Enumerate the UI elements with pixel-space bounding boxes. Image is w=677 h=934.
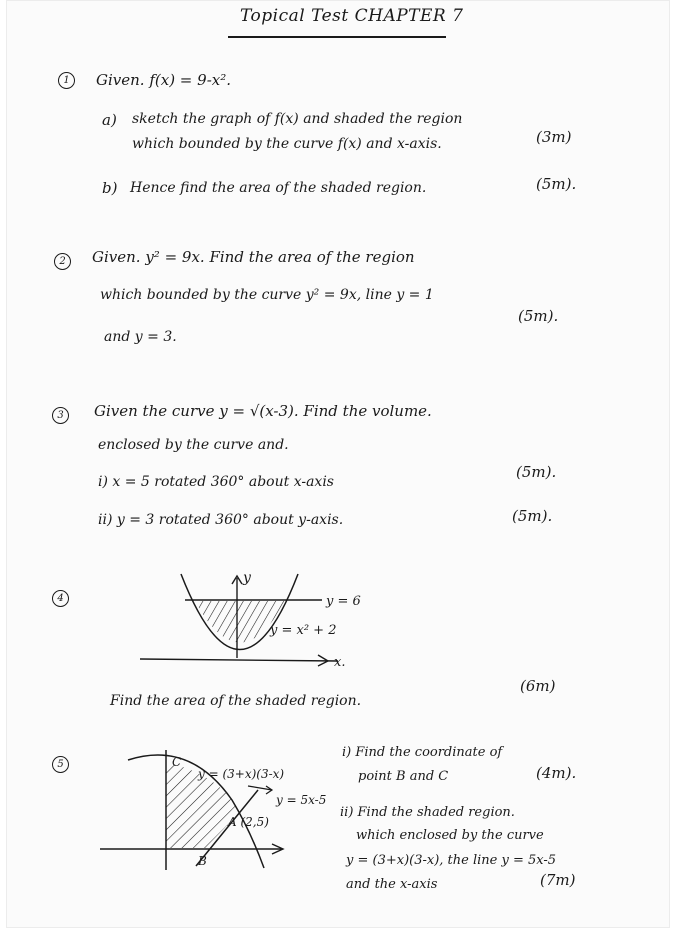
question-2-line1: Given. y² = 9x. Find the area of the region: [92, 248, 415, 266]
question-1a-line2: which bounded by the curve f(x) and x-axis.: [132, 136, 442, 152]
question-1-number: 1: [58, 72, 75, 89]
question-4-curve-label: y = x² + 2: [270, 623, 337, 638]
question-1b-marks: (5m).: [536, 175, 577, 193]
question-5ii-line2: which enclosed by the curve: [356, 828, 544, 843]
question-3ii-marks: (5m).: [512, 507, 553, 525]
question-4-line-label: y = 6: [326, 594, 361, 609]
page-title: Topical Test CHAPTER 7: [240, 6, 464, 26]
question-1a-marks: (3m): [536, 128, 572, 146]
question-4-number: 4: [52, 590, 69, 607]
question-3ii-text: ii) y = 3 rotated 360° about y-axis.: [98, 512, 344, 528]
question-1a-line1: sketch the graph of f(x) and shaded the region: [132, 111, 463, 127]
question-4-x-axis: [140, 659, 338, 661]
question-5-point-a: A (2,5): [228, 815, 269, 829]
question-2-line3: and y = 3.: [104, 329, 177, 345]
question-3-line1: Given the curve y = √(x-3). Find the volume.: [94, 402, 432, 420]
question-4-y-label: y: [243, 570, 251, 586]
question-5ii-line4: and the x-axis: [346, 877, 438, 892]
question-1a-label: a): [102, 111, 117, 129]
question-5-point-c: C: [172, 755, 182, 769]
question-5-curve-label: y = (3+x)(3-x): [198, 767, 285, 781]
question-4-marks: (6m): [520, 677, 556, 695]
question-5i-line1: i) Find the coordinate of: [342, 745, 503, 760]
question-2-line2: which bounded by the curve y² = 9x, line y = 1: [100, 287, 434, 303]
question-5ii-line1: ii) Find the shaded region.: [340, 805, 515, 820]
question-5-point-b: B: [198, 854, 207, 868]
question-5-line-label: y = 5x-5: [276, 793, 327, 807]
question-4-text: Find the area of the shaded region.: [110, 693, 362, 709]
question-3i-marks: (5m).: [516, 463, 557, 481]
question-3-number: 3: [52, 407, 69, 424]
question-5-number: 5: [52, 756, 69, 773]
question-5i-marks: (4m).: [536, 764, 577, 782]
question-2-number: 2: [54, 253, 71, 270]
question-1b-text: Hence find the area of the shaded region.: [130, 180, 427, 196]
question-1b-label: b): [102, 179, 118, 197]
question-2-marks: (5m).: [518, 307, 559, 325]
question-5ii-marks: (7m): [540, 871, 576, 889]
question-3-line2: enclosed by the curve and.: [98, 437, 289, 453]
question-5ii-line3: y = (3+x)(3-x), the line y = 5x-5: [346, 853, 557, 868]
question-5i-line2: point B and C: [358, 769, 449, 784]
question-1-stem: Given. f(x) = 9-x².: [96, 71, 231, 89]
question-4-x-label: x.: [334, 655, 346, 670]
question-3i-text: i) x = 5 rotated 360° about x-axis: [98, 474, 334, 490]
